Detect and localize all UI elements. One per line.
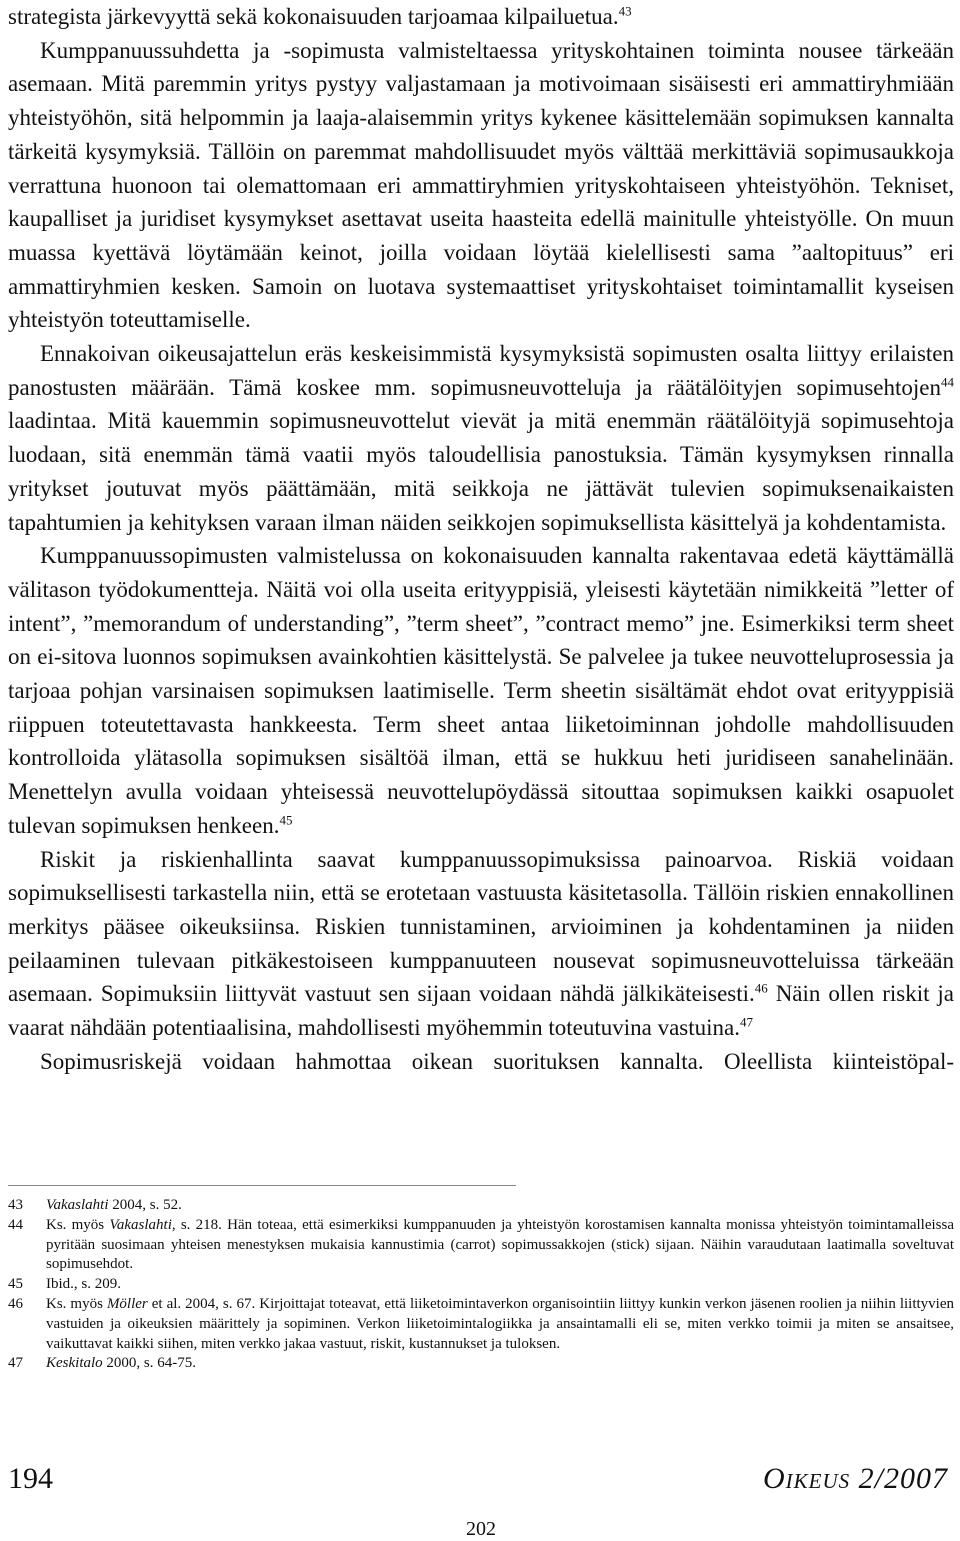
footnote-divider [8,1185,516,1186]
page [8,0,955,1540]
paragraph-5 [8,843,954,1045]
footnote-rest: 2004, s. 52. [108,1197,182,1213]
footnote-author: Möller [106,1295,148,1312]
paragraph-text: Kumppanuussuhdetta ja -sopimusta valmisteltaessa yrityskohtainen toiminta nousee tärkeään asemaan. Mitä paremmin yritys pystyy valjastamaan ja motivoimaan sisäisesti eri ammattiryhmiään yhteistyöhön, sitä helpommin ja laaja-alaisemmin yritys kykenee käsittelemään sopimuksen kannalta tärkeitä kysymyksiä. Tällöin on paremmat mahdollisuudet myös välttää merkittäviä sopimusaukkoja verrattuna huonoon tai olemattomaan eri ammattiryhmien yrityskohtaiseen yhteistyöhön. Tekniset, kaupalliset ja juridiset kysymykset asettavat useita haasteita edellä mainitulle yhteistyölle. On muun muassa kyettävä löytämään keinot, joilla voidaan löytää kielellisesti sama ”aaltopituus” eri ammattiryhmien kesken. Samoin on luotava systemaattiset yrityskohtaiset toimintamallit kyseisen yhteistyön toteuttamiselle. [8,37,954,333]
footnote-number: 43 [8,1197,23,1213]
paragraph-text: Näin ollen riskit ja vaarat nähdään potentiaalisina, mahdollisesti myöhemmin toteutuvina vastuina. [8,981,955,1041]
footnote-author: Vakaslahti [109,1216,172,1233]
journal-name: Oikeus [762,1462,851,1495]
footnote-rest: , s. 218. Hän toteaa, että esimerkiksi kumppanuuden ja yhteistyön korostamisen kannalta monissa yhteistyön toimintamalleissa pyritään suosimaan yhteisen menestyksen mukaisia kannustimia (carrot) sopimussakkojen (stick) sijaan. Näihin varaudutaan laatimalla soveltuvat sopimusehdot. [46,1216,954,1273]
footnote-number: 46 [8,1295,23,1312]
footnote-46 [8,1295,954,1354]
paragraph-3 [8,337,954,539]
footnote-ref: 47 [739,1014,753,1030]
paragraph-text: Riskit ja riskienhallinta saavat kumppanuussopimuksissa painoarvoa. Riskiä voidaan sopimuksellisesti tarkastella niin, että se erotetaan vastuusta käsitetasolla. Tällöin riskien ennakollinen merkitys pääsee oikeuksiinsa. Riskien tunnistaminen, arvioiminen ja kohdentaminen ja niiden peilaaminen tulevaan pitkäkestoiseen kumppanuuteen nousevat sopimusneuvotteluissa tärkeään asemaan. Sopimuksiin liittyvät vastuut sen sijaan voidaan nähdä jälkikäteisesti. [8,846,954,1007]
journal-title [763,1462,948,1496]
paragraph-4 [8,539,954,842]
journal-issue: 2/2007 [850,1462,948,1495]
footnote-45 [8,1275,954,1295]
footnote-ref: 44 [941,374,954,390]
paragraph-text: strategista järkevyyttä sekä kokonaisuuden tarjoamaa kilpailuetua. [8,4,619,29]
footnote-author: Keskitalo [46,1355,103,1372]
footnote-ref: 45 [279,812,293,828]
footnote-pre: Ks. myös [46,1295,107,1312]
footnote-rest: et al. 2004, s. 67. Kirjoittajat toteavat, että liiketoimintaverkon organisointiin liittyy kunkin verkon jäsenen roolien ja niihin liittyvien vastuiden ja oikeuksien määrittely ja sopiminen. Verkon liiketoimintalogiikka ja ansaintamalli eli se, miten verkko toimii ja miten se ansaitsee, vaikuttavat kaikki siihen, miten verkko jakaa vastuut, riskit, kustannukset ja tuloksen. [46,1295,954,1352]
footnote-author: Vakaslahti [46,1197,109,1213]
footnote-44 [8,1216,954,1275]
paragraph-text: Sopimusriskejä voidaan hahmottaa oikean suorituksen kannalta. Oleellista kiinteistöpal- [40,1048,954,1074]
paragraph-1 [8,0,954,34]
paragraph-text: Ennakoivan oikeusajattelun eräs keskeisimmistä kysymyksistä sopimusten osalta liittyy erilaisten panostusten määrään. Tämä koskee mm. sopimusneuvotteluja ja räätälöityjen sopimusehtojen [8,341,954,400]
footnote-text [46,1216,954,1275]
paragraph-text: laadintaa. Mitä kauemmin sopimusneuvottelut vievät ja mitä enemmän räätälöityjä sopimusehtoja luodaan, sitä enemmän tämä vaatii myös taloudellisia panostuksia. Tämän kysymyksen rinnalla yritykset joutuvat myös päättämään, mitä seikkoja ne jättävät tulevien sopimuksenaikaisten tapahtumien ja kehityksen varaan ilman näiden seikkojen sopimuksellista käsittelyä ja kohdentamista. [8,408,954,535]
footnote-pre: Ks. myös [46,1216,110,1233]
footnote-43 [8,1196,954,1216]
footnote-text [46,1295,954,1354]
footnote-text [46,1275,954,1295]
footnote-text [46,1354,954,1374]
footnote-rest: Ibid., s. 209. [46,1276,121,1293]
footnotes [8,1196,954,1374]
footnote-number: 44 [8,1216,23,1233]
paragraph-text: Kumppanuussopimusten valmistelussa on kokonaisuuden kannalta rakentavaa edetä käyttämällä välitason työdokumentteja. Näitä voi olla useita erityyppisiä, yleisesti käytetään nimikkeitä ”letter of intent”, ”memorandum of understanding”, ”term sheet”, ”contract memo” jne. Esimerkiksi term sheet on ei-sitova luonnos sopimuksen avainkohtien käsittelystä. Se palvelee ja tukee neuvotteluprosessia ja tarjoaa pohjan varsinaisen sopimuksen laatimiselle. Term sheetin sisältämät ehdot ovat erityyppisiä riippuen toteutettavasta hankkeesta. Term sheet antaa liiketoiminnan johdolle mahdollisuuden kontrolloida ylätasolla sopimuksen sisältöä ilman, että se hukkuu heti juridiseen sanahelinään. Menettelyn avulla voidaan yhteisessä neuvottelupöydässä sitouttaa sopimuksen kaikki osapuolet tulevan sopimuksen henkeen. [8,543,954,838]
paragraph-2 [8,34,954,337]
folio-page-number: 194 [8,1462,53,1495]
footnote-ref: 46 [754,980,768,996]
paragraph-6 [8,1045,954,1079]
body-text [8,0,954,1079]
footnote-number: 47 [8,1355,23,1372]
footnote-ref: 43 [618,3,632,19]
footnote-47 [8,1354,954,1374]
footnote-number: 45 [8,1276,23,1293]
footnote-rest: 2000, s. 64-75. [102,1355,197,1372]
page-number: 202 [466,1518,496,1540]
footnote-text [46,1196,954,1216]
